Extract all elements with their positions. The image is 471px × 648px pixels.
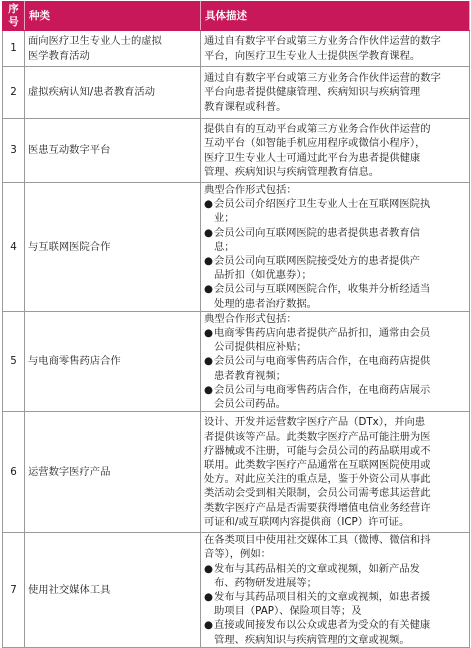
row-number: 7 — [3, 533, 25, 648]
bullet-item — [204, 562, 466, 590]
row-description-line: 在各类项目中使用社交媒体工具（微博、微信和抖 — [204, 534, 431, 547]
row-description-line: 类活动会受到相关限制，会员公司需考虑其运营此 — [204, 487, 431, 500]
row-number: 4 — [3, 183, 25, 312]
row-description — [201, 412, 470, 533]
row-type-line: 使用社交媒体工具 — [28, 583, 111, 596]
table-row — [3, 119, 470, 183]
row-type-line: 虚拟疾病认知/患者教育活动 — [28, 86, 156, 99]
bullet-dot-icon: ● — [204, 255, 213, 268]
row-description-line: 设计、开发并运营数字医疗产品（DTx），并向患 — [204, 416, 426, 429]
row-number: 2 — [3, 67, 25, 119]
header-number-line1: 序 — [8, 3, 19, 15]
row-type-line: 医患互动数字平台 — [28, 144, 111, 157]
row-type — [25, 412, 201, 533]
bullet-text-line: 布、药物研发进展等； — [214, 576, 317, 589]
bullet-item — [204, 618, 466, 646]
row-description — [201, 67, 470, 119]
bullet-text-line: 电商零售药店向患者提供产品折扣，通常由会员 — [214, 327, 431, 340]
bullet-text-line: 处理的患者治疗数据。 — [214, 297, 317, 310]
bullet-dot-icon: ● — [204, 355, 213, 368]
row-description — [201, 533, 470, 648]
row-type-line: 医学教育活动 — [28, 49, 90, 62]
bullet-text-line: 直接或间接发布以公众或患者为受众的有关健康 — [214, 619, 431, 632]
row-description-line: 平台向患者提供健康管理、疾病知识与疾病管理 — [204, 86, 421, 99]
row-description-intro: 典型合作形式包括： — [204, 184, 297, 196]
row-description-line: 可证和/或互联网内容提供商（ICP）许可证。 — [204, 515, 410, 528]
row-description-line: 疗器械或不注册，可能与会员公司的药品联用或不 — [204, 444, 431, 457]
table-row — [3, 533, 470, 648]
bullet-dot-icon: ● — [204, 283, 213, 296]
row-description — [201, 119, 470, 183]
row-type — [25, 533, 201, 648]
row-description-line: 提供自有的互动平台或第三方业务合作伙伴运营的 — [204, 123, 431, 136]
bullet-dot-icon: ● — [204, 327, 213, 340]
bullet-text-line: 发布与其药品相关的文章或视频，如新产品发 — [214, 562, 420, 575]
bullet-item — [204, 254, 466, 282]
bullet-dot-icon: ● — [204, 198, 213, 211]
row-description-line: 教育课程或科普。 — [204, 100, 287, 113]
bullet-text-line: 管理、疾病知识与疾病管理的文章或视频。 — [214, 633, 410, 646]
row-type — [25, 119, 201, 183]
table-row — [3, 183, 470, 312]
row-description-line: 联用。此类数字医疗产品通常在互联网医院使用或 — [204, 459, 431, 472]
row-description-line: 者提供该等产品。此类数字医疗产品可能注册为医 — [204, 430, 431, 443]
row-description-line: 处方。对此应关注的重点是，鉴于外资公司从事此 — [204, 473, 431, 486]
bullet-text-line: 息； — [214, 240, 235, 253]
bullet-text-line: 公司提供相应补贴； — [214, 341, 307, 354]
row-description-line: 平台，向医疗卫生专业人士提供医学教育课程。 — [204, 49, 421, 62]
bullet-item — [204, 282, 466, 310]
row-type — [25, 183, 201, 312]
header-description: 具体描述 — [201, 2, 470, 31]
bullet-item — [204, 383, 466, 411]
bullet-dot-icon: ● — [204, 591, 213, 604]
row-number: 6 — [3, 412, 25, 533]
row-type-line: 与互联网医院合作 — [28, 240, 111, 253]
table-row — [3, 412, 470, 533]
row-description-line: 互动平台（如智能手机应用程序或微信小程序）， — [204, 137, 426, 150]
bullet-item — [204, 326, 466, 354]
table-row — [3, 67, 470, 119]
bullet-dot-icon: ● — [204, 619, 213, 632]
row-description-line: 音等），例如： — [204, 548, 271, 561]
bullet-item — [204, 590, 466, 618]
row-description-line: 管理、疾病知识与疾病管理教育信息。 — [204, 165, 380, 178]
header-type: 种类 — [25, 2, 201, 31]
bullet-dot-icon: ● — [204, 562, 213, 575]
row-type-line: 与电商零售药店合作 — [28, 355, 121, 368]
row-number: 5 — [3, 311, 25, 411]
row-description-intro: 典型合作形式包括： — [204, 312, 297, 325]
row-description-line: 医疗卫生专业人士可通过此平台为患者提供健康 — [204, 151, 421, 164]
row-description-line: 通过自有数字平台或第三方业务合作伙伴运营的数字 — [204, 35, 441, 48]
row-type — [25, 311, 201, 411]
bullet-text-line: 会员公司药品。 — [214, 398, 287, 411]
row-type-line: 面向医疗卫生专业人士的虚拟 — [28, 35, 162, 48]
bullet-text-line: 品折扣（如优惠券）； — [214, 269, 312, 282]
row-type — [25, 67, 201, 119]
row-description — [201, 183, 470, 312]
bullet-item — [204, 226, 466, 254]
bullet-item — [204, 354, 466, 382]
bullet-text-line: 业； — [214, 212, 235, 225]
bullet-text-line: 会员公司与电商零售药店合作，在电商药店提供 — [214, 355, 431, 368]
table-header-row — [3, 2, 470, 31]
row-description — [201, 311, 470, 411]
row-number: 1 — [3, 31, 25, 67]
bullet-text-line: 会员公司与电商零售药店合作，在电商药店展示 — [214, 383, 431, 396]
bullet-text-line: 患者教育视频； — [214, 369, 287, 382]
bullet-text-line: 助项目（PAP）、保险项目等；及 — [214, 605, 362, 618]
content-table — [2, 1, 470, 648]
row-type-line: 运营数字医疗产品 — [28, 466, 111, 479]
row-type — [25, 31, 201, 67]
row-description-line: 类数字医疗产品是否需要获得增值电信业务经营许 — [204, 501, 431, 514]
header-number — [3, 2, 25, 31]
row-description-line: 通过自有数字平台或第三方业务合作伙伴运营的数字 — [204, 72, 441, 85]
table-row — [3, 311, 470, 411]
header-number-line2: 号 — [8, 16, 19, 28]
bullet-text-line: 会员公司向互联网医院的患者提供患者教育信 — [214, 226, 420, 239]
bullet-dot-icon: ● — [204, 383, 213, 396]
row-description — [201, 31, 470, 67]
row-number: 3 — [3, 119, 25, 183]
bullet-text-line: 发布与其药品项目相关的文章或视频，如患者援 — [214, 591, 431, 604]
bullet-item — [204, 197, 466, 225]
bullet-text-line: 会员公司与互联网医院合作，收集并分析经适当 — [214, 283, 431, 296]
bullet-dot-icon: ● — [204, 226, 213, 239]
bullet-text-line: 会员公司向互联网医院接受处方的患者提供产 — [214, 255, 420, 268]
table-row — [3, 31, 470, 67]
bullet-text-line: 会员公司介绍医疗卫生专业人士在互联网医院执 — [214, 198, 431, 211]
